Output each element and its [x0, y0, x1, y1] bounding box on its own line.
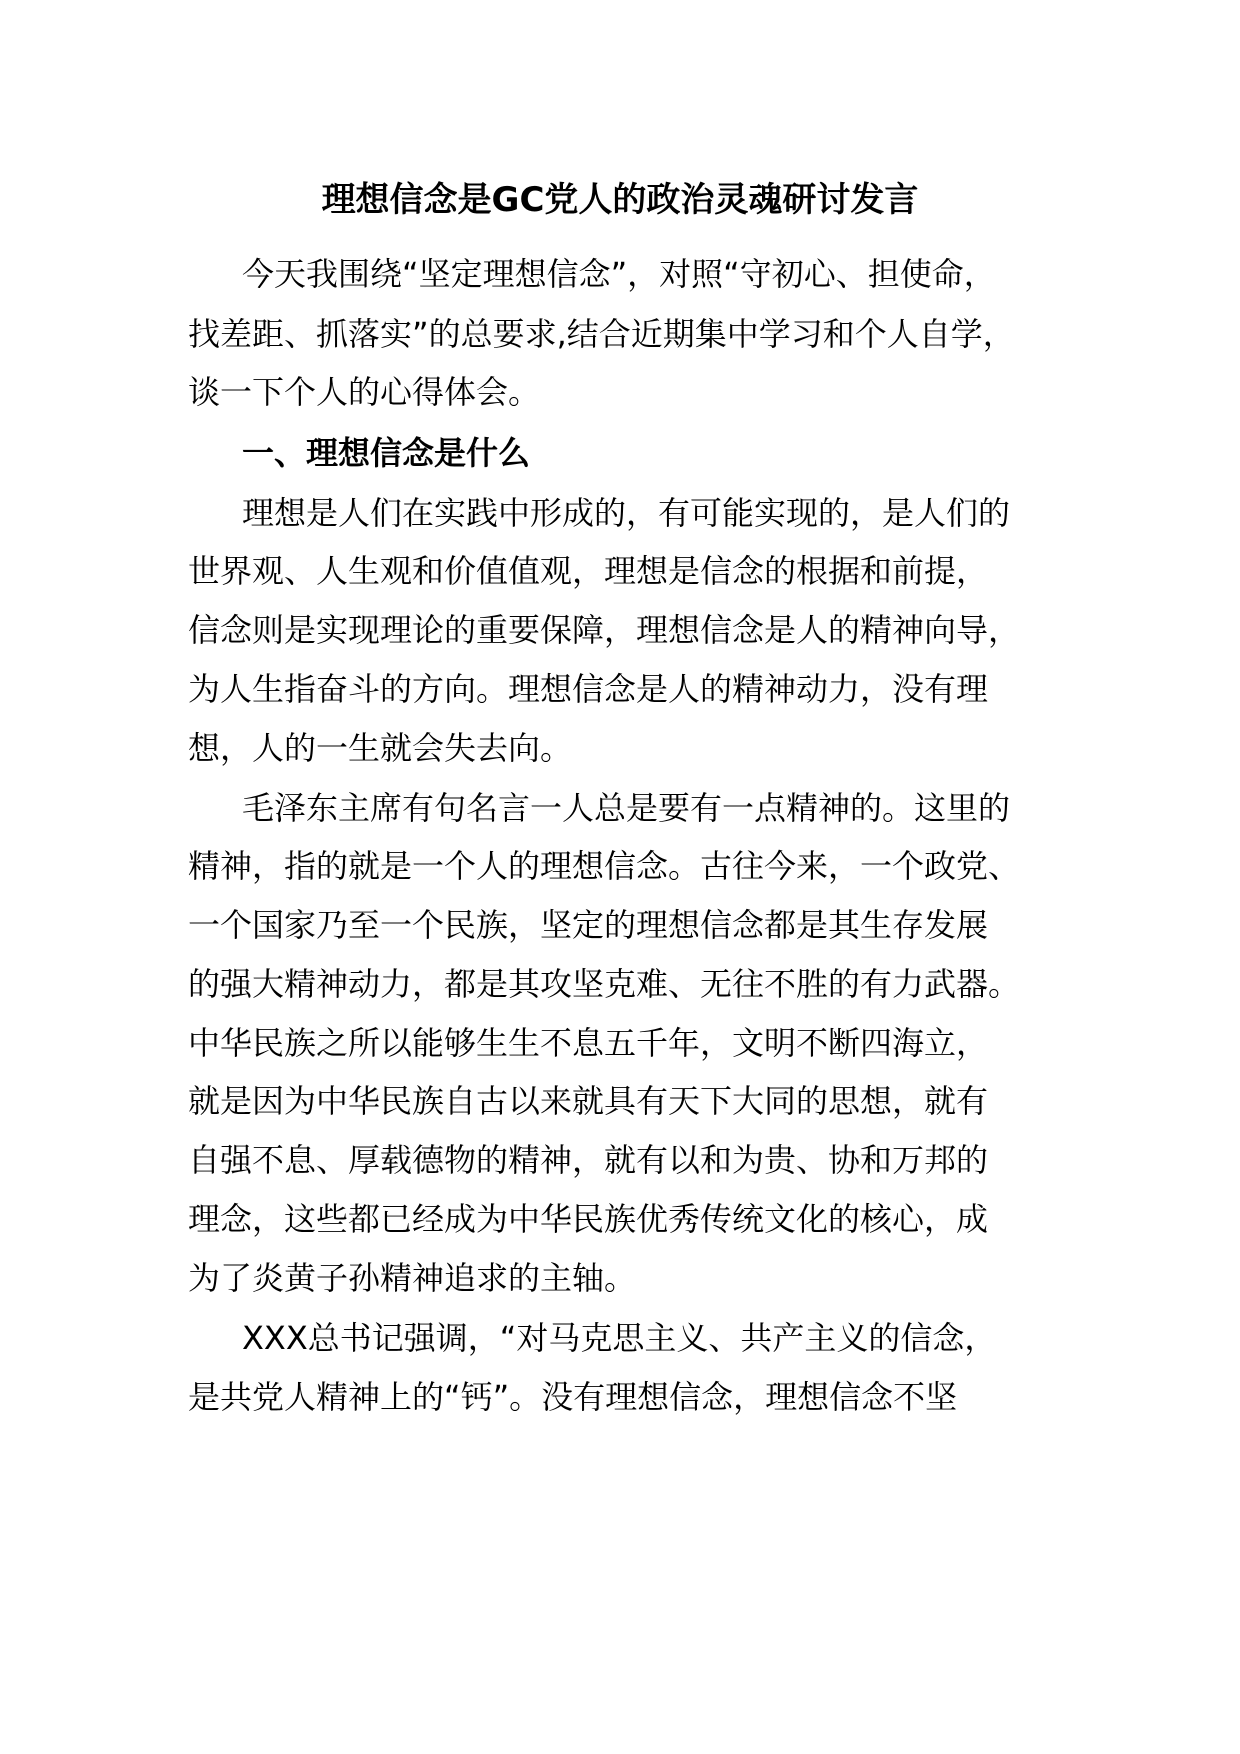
paragraph-line: 谈一下个人的心得体会。: [188, 373, 541, 411]
paragraph-line: 毛泽东主席有句名言一人总是要有一点精神的。这里的: [242, 789, 1011, 827]
paragraph-line: 想，人的一生就会失去向。: [188, 729, 573, 767]
paragraph-line: 今天我围绕“坚定理想信念”，对照“守初心、担使命，: [242, 255, 996, 293]
section-heading: 一、理想信念是什么: [242, 434, 531, 472]
paragraph-line: 中华民族之所以能够生生不息五千年，文明不断四海立，: [188, 1024, 989, 1062]
paragraph-line: 信念则是实现理论的重要保障，理想信念是人的精神向导，: [188, 611, 1021, 649]
paragraph-line: 的强大精神动力，都是其攻坚克难、无往不胜的有力武器。: [188, 965, 1021, 1003]
paragraph-line: 精神，指的就是一个人的理想信念。古往今来，一个政党、: [188, 847, 1021, 885]
paragraph-line: 找差距、抓落实”的总要求,结合近期集中学习和个人自学，: [188, 315, 1015, 353]
paragraph-line: 一个国家乃至一个民族，坚定的理想信念都是其生存发展: [188, 906, 989, 944]
paragraph-line: 是共党人精神上的“钙”。没有理想信念，理想信念不坚: [188, 1378, 958, 1416]
paragraph-line: 为人生指奋斗的方向。理想信念是人的精神动力，没有理: [188, 670, 989, 708]
document-title: 理想信念是GC党人的政治灵魂研讨发言: [321, 180, 919, 220]
paragraph-line: 理念，这些都已经成为中华民族优秀传统文化的核心，成: [188, 1200, 989, 1238]
paragraph-line: 就是因为中华民族自古以来就具有天下大同的思想，就有: [188, 1082, 989, 1120]
paragraph-line: 理想是人们在实践中形成的，有可能实现的，是人们的: [242, 494, 1011, 532]
paragraph-line: XXX总书记强调，“对马克思主义、共产主义的信念，: [242, 1319, 997, 1357]
paragraph-line: 为了炎黄子孙精神追求的主轴。: [188, 1259, 637, 1297]
paragraph-line: 自强不息、厚载德物的精神，就有以和为贵、协和万邦的: [188, 1141, 989, 1179]
paragraph-line: 世界观、人生观和价值值观，理想是信念的根据和前提，: [188, 552, 989, 590]
